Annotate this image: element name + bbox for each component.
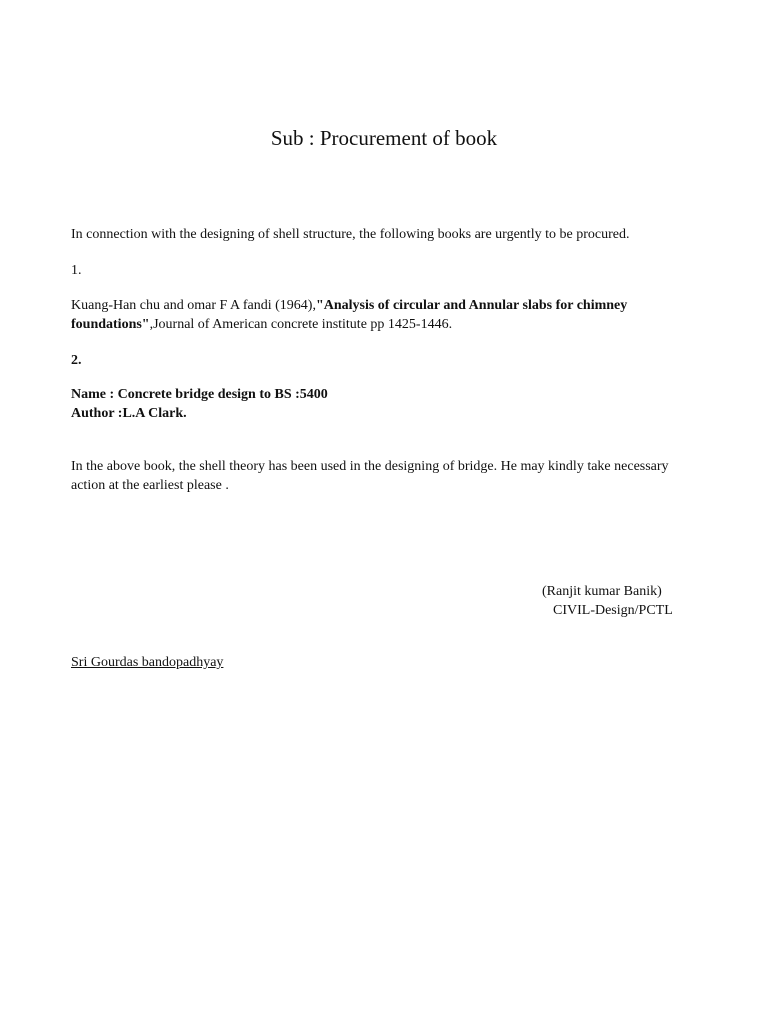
item-1-reference [71,296,681,334]
signatory-department: CIVIL-Design/PCTL [553,603,673,618]
item-2-author: Author :L.A Clark. [71,406,187,421]
item-2-name: Name : Concrete bridge design to BS :5400 [71,387,328,402]
closing-paragraph: In the above book, the shell theory has been used in the designing of bridge. He may kindly take necessary action at the earliest please . [71,459,669,493]
item-1-authors: Kuang-Han chu and omar F A fandi (1964), [71,298,316,313]
intro-paragraph: In connection with the designing of shell structure, the following books are urgently to be procured. [71,227,630,242]
item-1-source: ,Journal of American concrete institute pp 1425-1446. [149,317,453,332]
subject-heading: Sub : Procurement of book [270,126,498,150]
signatory-name: (Ranjit kumar Banik) [542,584,662,599]
addressee-name: Sri Gourdas bandopadhyay [71,655,224,670]
item-1-title: "Analysis of circular and Annular slabs for chimney foundations" [71,298,628,332]
item-1-number: 1. [71,263,82,278]
item-2-number: 2. [71,353,82,368]
